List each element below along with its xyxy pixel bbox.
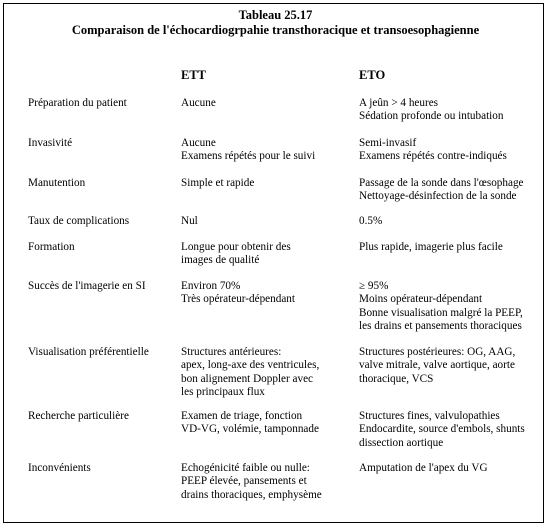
row-label: Visualisation préférentielle xyxy=(28,346,149,358)
ett-cell: Examen de triage, fonction VD-VG, volémie, tamponnade xyxy=(181,410,319,436)
column-header-ett: ETT xyxy=(181,68,207,82)
row-label: Préparation du patient xyxy=(28,97,127,109)
eto-cell: ≥ 95% Moins opérateur-dépendant Bonne visualisation malgré la PEEP, les drains et pansements thoraciques xyxy=(359,280,523,333)
row-label: Taux de complications xyxy=(28,215,130,227)
column-header-eto: ETO xyxy=(359,68,386,82)
row-label: Recherche particulière xyxy=(28,410,129,422)
ett-cell: Structures antérieures: apex, long-axe des ventricules, bon alignement Doppler avec les principaux flux xyxy=(181,346,320,399)
eto-cell: Structures postérieures: OG, AAG, valve mitrale, valve aortique, aorte thoracique, VCS xyxy=(359,346,516,385)
ett-cell: Environ 70% Très opérateur-dépendant xyxy=(181,280,295,306)
eto-cell: Semi-invasif Examens répétés contre-indiqués xyxy=(359,137,507,163)
ett-cell: Simple et rapide xyxy=(181,177,255,189)
row-label: Manutention xyxy=(28,177,86,189)
ett-cell: Longue pour obtenir des images de qualité xyxy=(181,241,291,267)
ett-cell: Aucune xyxy=(181,97,216,109)
table-title: Comparaison de l'échocardiogrpahie transthoracique et transoesophagienne xyxy=(71,23,480,37)
row-label: Succès de l'imagerie en SI xyxy=(28,280,146,292)
ett-cell: Echogénicité faible ou nulle: PEEP élevée, pansements et drains thoraciques, emphysème xyxy=(181,462,322,501)
ett-cell: Aucune Examens répétés pour le suivi xyxy=(181,137,316,163)
row-label: Invasivité xyxy=(28,137,73,149)
row-label: Formation xyxy=(28,241,75,253)
eto-cell: Structures fines, valvulopathies Endocardite, source d'embols, shunts dissection aortique xyxy=(359,410,525,449)
eto-cell: Passage de la sonde dans l'œsophage Nettoyage-désinfection de la sonde xyxy=(359,177,524,203)
table-number: Tableau 25.17 xyxy=(238,8,313,22)
table-caption xyxy=(0,8,551,38)
eto-cell: Amputation de l'apex du VG xyxy=(359,462,488,474)
eto-cell: A jeûn > 4 heures Sédation profonde ou intubation xyxy=(359,97,504,123)
row-label: Inconvénients xyxy=(28,462,91,474)
eto-cell: 0.5% xyxy=(359,215,383,227)
eto-cell: Plus rapide, imagerie plus facile xyxy=(359,241,503,253)
ett-cell: Nul xyxy=(181,215,198,227)
